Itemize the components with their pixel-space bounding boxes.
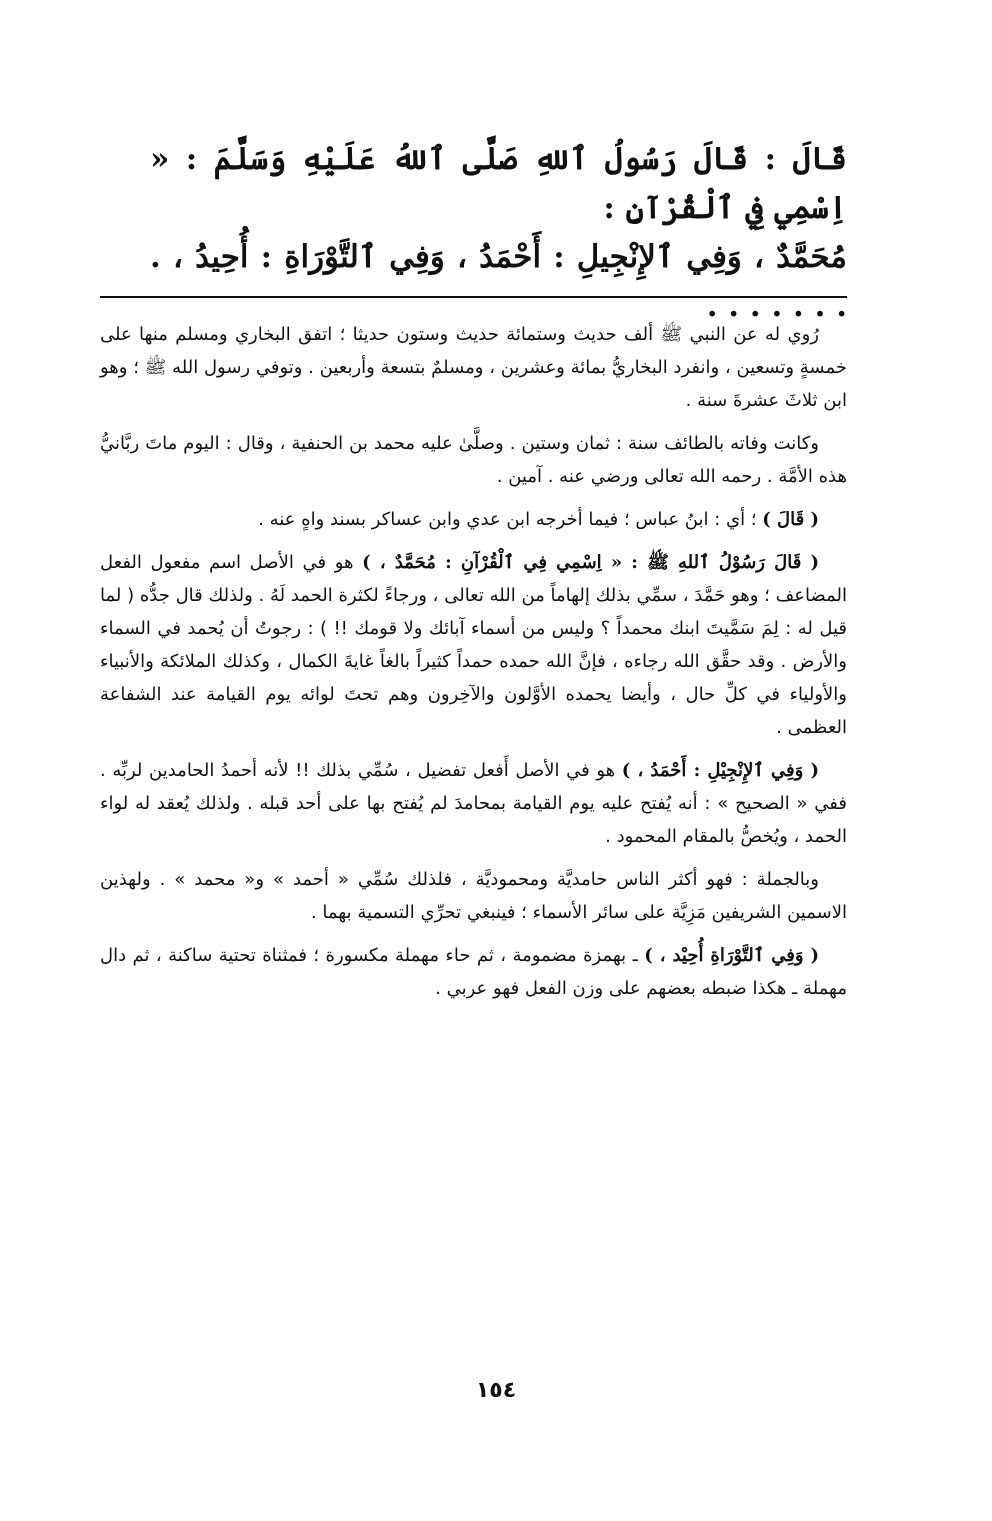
matn-quote: ( قَالَ ) [762,509,819,530]
commentary-paragraph-4 [100,546,847,744]
commentary-paragraph-3 [100,503,847,536]
matn-quote: ( قَالَ رَسُوْلُ ٱللهِ ﷺ : « اِسْمِي فِي ٱلْقُرْآنِ : مُحَمَّدٌ ، ) [362,552,819,573]
commentary-paragraph-7 [100,939,847,1005]
matn-quote: ( وَفِي ٱلإِنْجِيْلِ : أَحْمَدُ ، ) [621,760,820,781]
matn-quote: ( وَفِي ٱلتَّوْرَاةِ أُحِيْد ، ) [644,945,820,966]
commentary-text [100,318,847,1015]
matn-text [150,135,847,331]
commentary-text-run: ـ بهمزة مضمومة ، ثم حاء مهملة مكسورة ؛ فمثناة تحتية ساكنة ، ثم دال مهملة ـ هكذا ضبطه بعضهم على وزن الفعل فهو عربي . [100,945,847,999]
commentary-text-run: هو في الأصل اسم مفعول الفعل المضاعف ؛ وهو حَمَّدَ ، سمِّي بذلك إلهاماً من الله تعالى ، ورجاءً لكثرة الحمد لَهُ . ولذلك قال جدُّه ( لما قيل له : لِمَ سَمَّيتَ ابنك محمداً ؟ وليس من أسماء آبائك ولا قومك !! ) : رجوتُ أن يُحمد في السماء والأرض . وقد حقَّق الله رجاءه ، فإنَّ الله حمده حمداً كثيراً بالغاً غايةَ الكمال ، وكذلك الملائكة والأنبياء والأولياء في كلِّ حال ، وأيضا يحمده الأوَّلون والآخِرون وهم تحتَ لوائه يوم القيامة عند الشفاعة العظمى . [100,552,847,738]
commentary-text-run: ؛ أي : ابنُ عباس ؛ فيما أخرجه ابن عدي وابن عساكر بسند واهٍ عنه . [258,509,763,530]
separator-rule [100,296,847,298]
commentary-paragraph-5 [100,754,847,853]
commentary-paragraph-2: وكانت وفاته بالطائف سنة : ثمان وستين . وصلَّىٰ عليه محمد بن الحنفية ، وقال : اليوم ماتَ ربَّانيُّ هذه الأمَّة . رحمه الله تعالى ورضي عنه . آمين . [100,433,847,487]
page-number: ١٥٤ [475,1378,517,1403]
matn-line-2: مُحَمَّدٌ ، وَفِي ٱلإِنْجِيلِ : أَحْمَدُ ، وَفِي ٱلتَّوْرَاةِ : أُحِيدُ ، . . . . . . . . [150,239,847,324]
commentary-paragraph-6: وبالجملة : فهو أكثر الناس حامديَّة ومحموديَّة ، فلذلك سُمِّي « أحمد » و« محمد » . ولهذين الاسمين الشريفين مَزِيَّة على سائر الأسماء ؛ فينبغي تحرِّي التسمية بهما . [100,869,847,923]
commentary-paragraph-1: رُوي له عن النبي ﷺ ألف حديث وستمائة حديث وستون حديثا ؛ اتفق البخاري ومسلم منها على خمسةٍ وتسعين ، وانفرد البخاريُّ بمائة وعشرين ، ومسلمٌ بتسعة وأربعين . وتوفي رسول الله ﷺ ؛ وهو ابن ثلاثَ عشرةَ سنة . [100,324,847,411]
matn-line-1: قَالَ : قَالَ رَسُولُ ٱللهِ صَلَّى ٱللهُ عَلَيْهِ وَسَلَّمَ : « اِسْمِي فِي ٱلْقُرْآنِ : [150,141,847,226]
commentary-text-run: هو في الأصل أَفعل تفضيل ، سُمِّي بذلك !! لأنه أحمدُ الحامدين لربِّه . ففي « الصحيح » : أنه يُفتح عليه يوم القيامة بمحامدَ لم يُفتح بها على أحد قبله . ولذلك يُعقد له لواء الحمد ، ويُخصُّ بالمقام المحمود . [100,760,847,847]
